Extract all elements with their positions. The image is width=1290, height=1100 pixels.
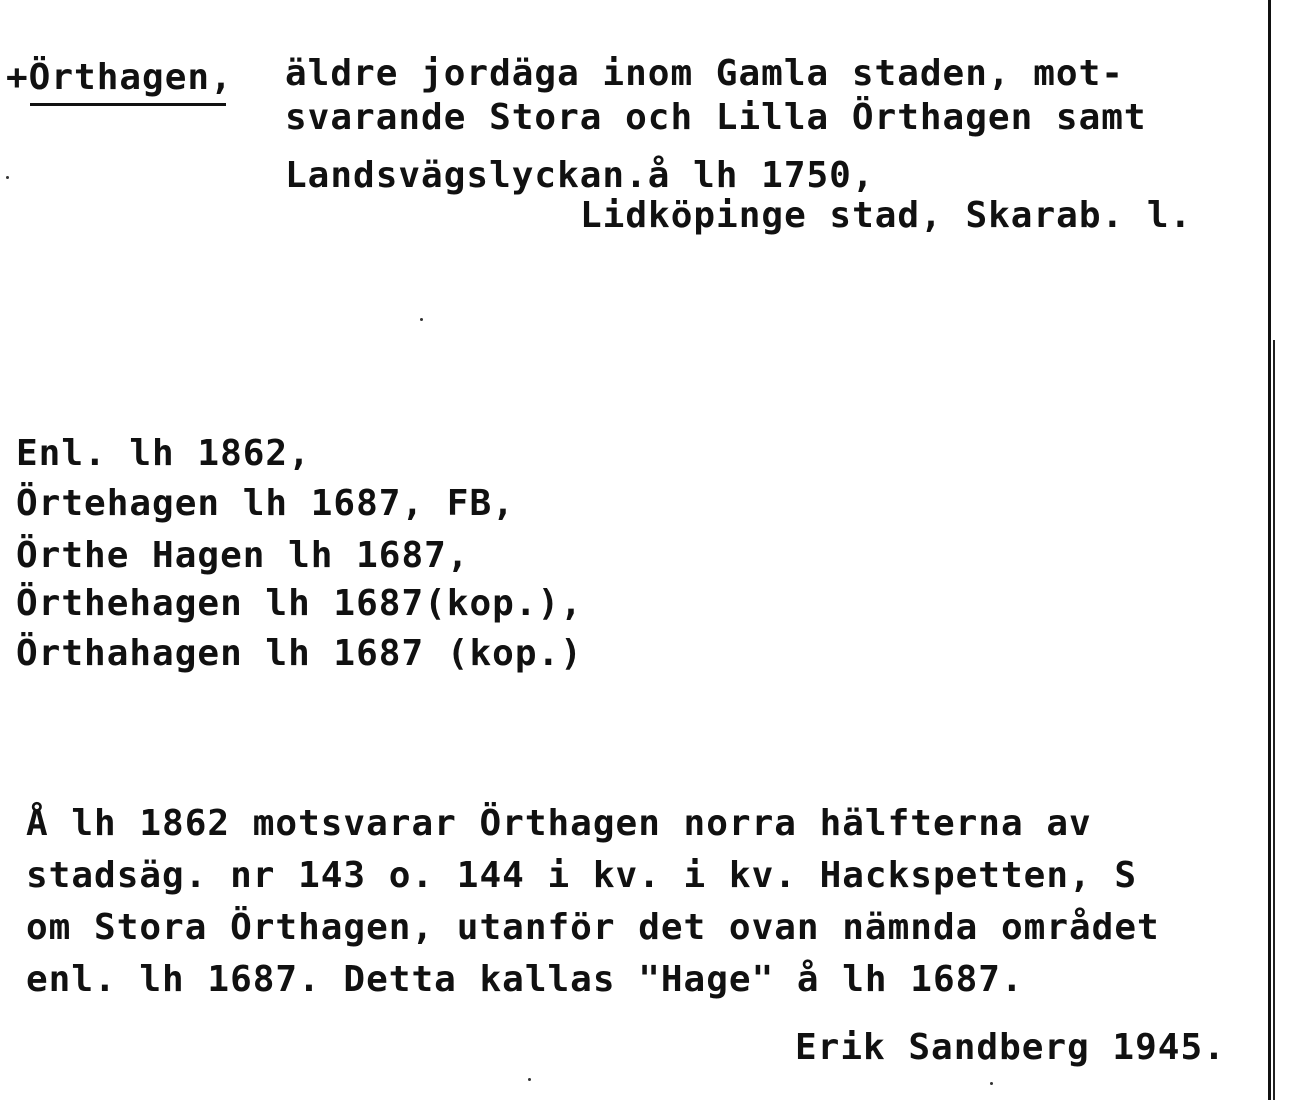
headword-underline (30, 103, 226, 106)
note-line: enl. lh 1687. Detta kallas "Hage" å lh 1687. (26, 959, 1024, 1000)
form-line: Örthehagen lh 1687(kop.), (16, 583, 583, 624)
paper-speck (420, 318, 423, 321)
note-line: Å lh 1862 motsvarar Örthagen norra hälfterna av (26, 803, 1092, 844)
note-line: stadsäg. nr 143 o. 144 i kv. i kv. Hackspetten, S (26, 855, 1138, 896)
form-line: Örtehagen lh 1687, FB, (16, 483, 515, 524)
card-right-edge-shadow (1273, 340, 1275, 1100)
definition-line: svarande Stora och Lilla Örthagen samt (285, 97, 1147, 138)
signature: Erik Sandberg 1945. (795, 1027, 1226, 1068)
paper-speck (6, 176, 9, 179)
location-line: Lidköpinge stad, Skarab. l. (580, 195, 1193, 236)
paper-speck (528, 1078, 531, 1081)
note-line: om Stora Örthagen, utanför det ovan nämnda området (26, 907, 1160, 948)
paper-speck (990, 1082, 993, 1085)
form-line: Enl. lh 1862, (16, 433, 311, 474)
headword: +Örthagen, (6, 57, 233, 98)
form-line: Örthahagen lh 1687 (kop.) (16, 633, 583, 674)
card-right-edge (1268, 0, 1271, 1100)
form-line: Örthe Hagen lh 1687, (16, 535, 470, 576)
definition-line: Landsvägslyckan.å lh 1750, (285, 155, 875, 196)
definition-line: äldre jordäga inom Gamla staden, mot- (285, 53, 1124, 94)
